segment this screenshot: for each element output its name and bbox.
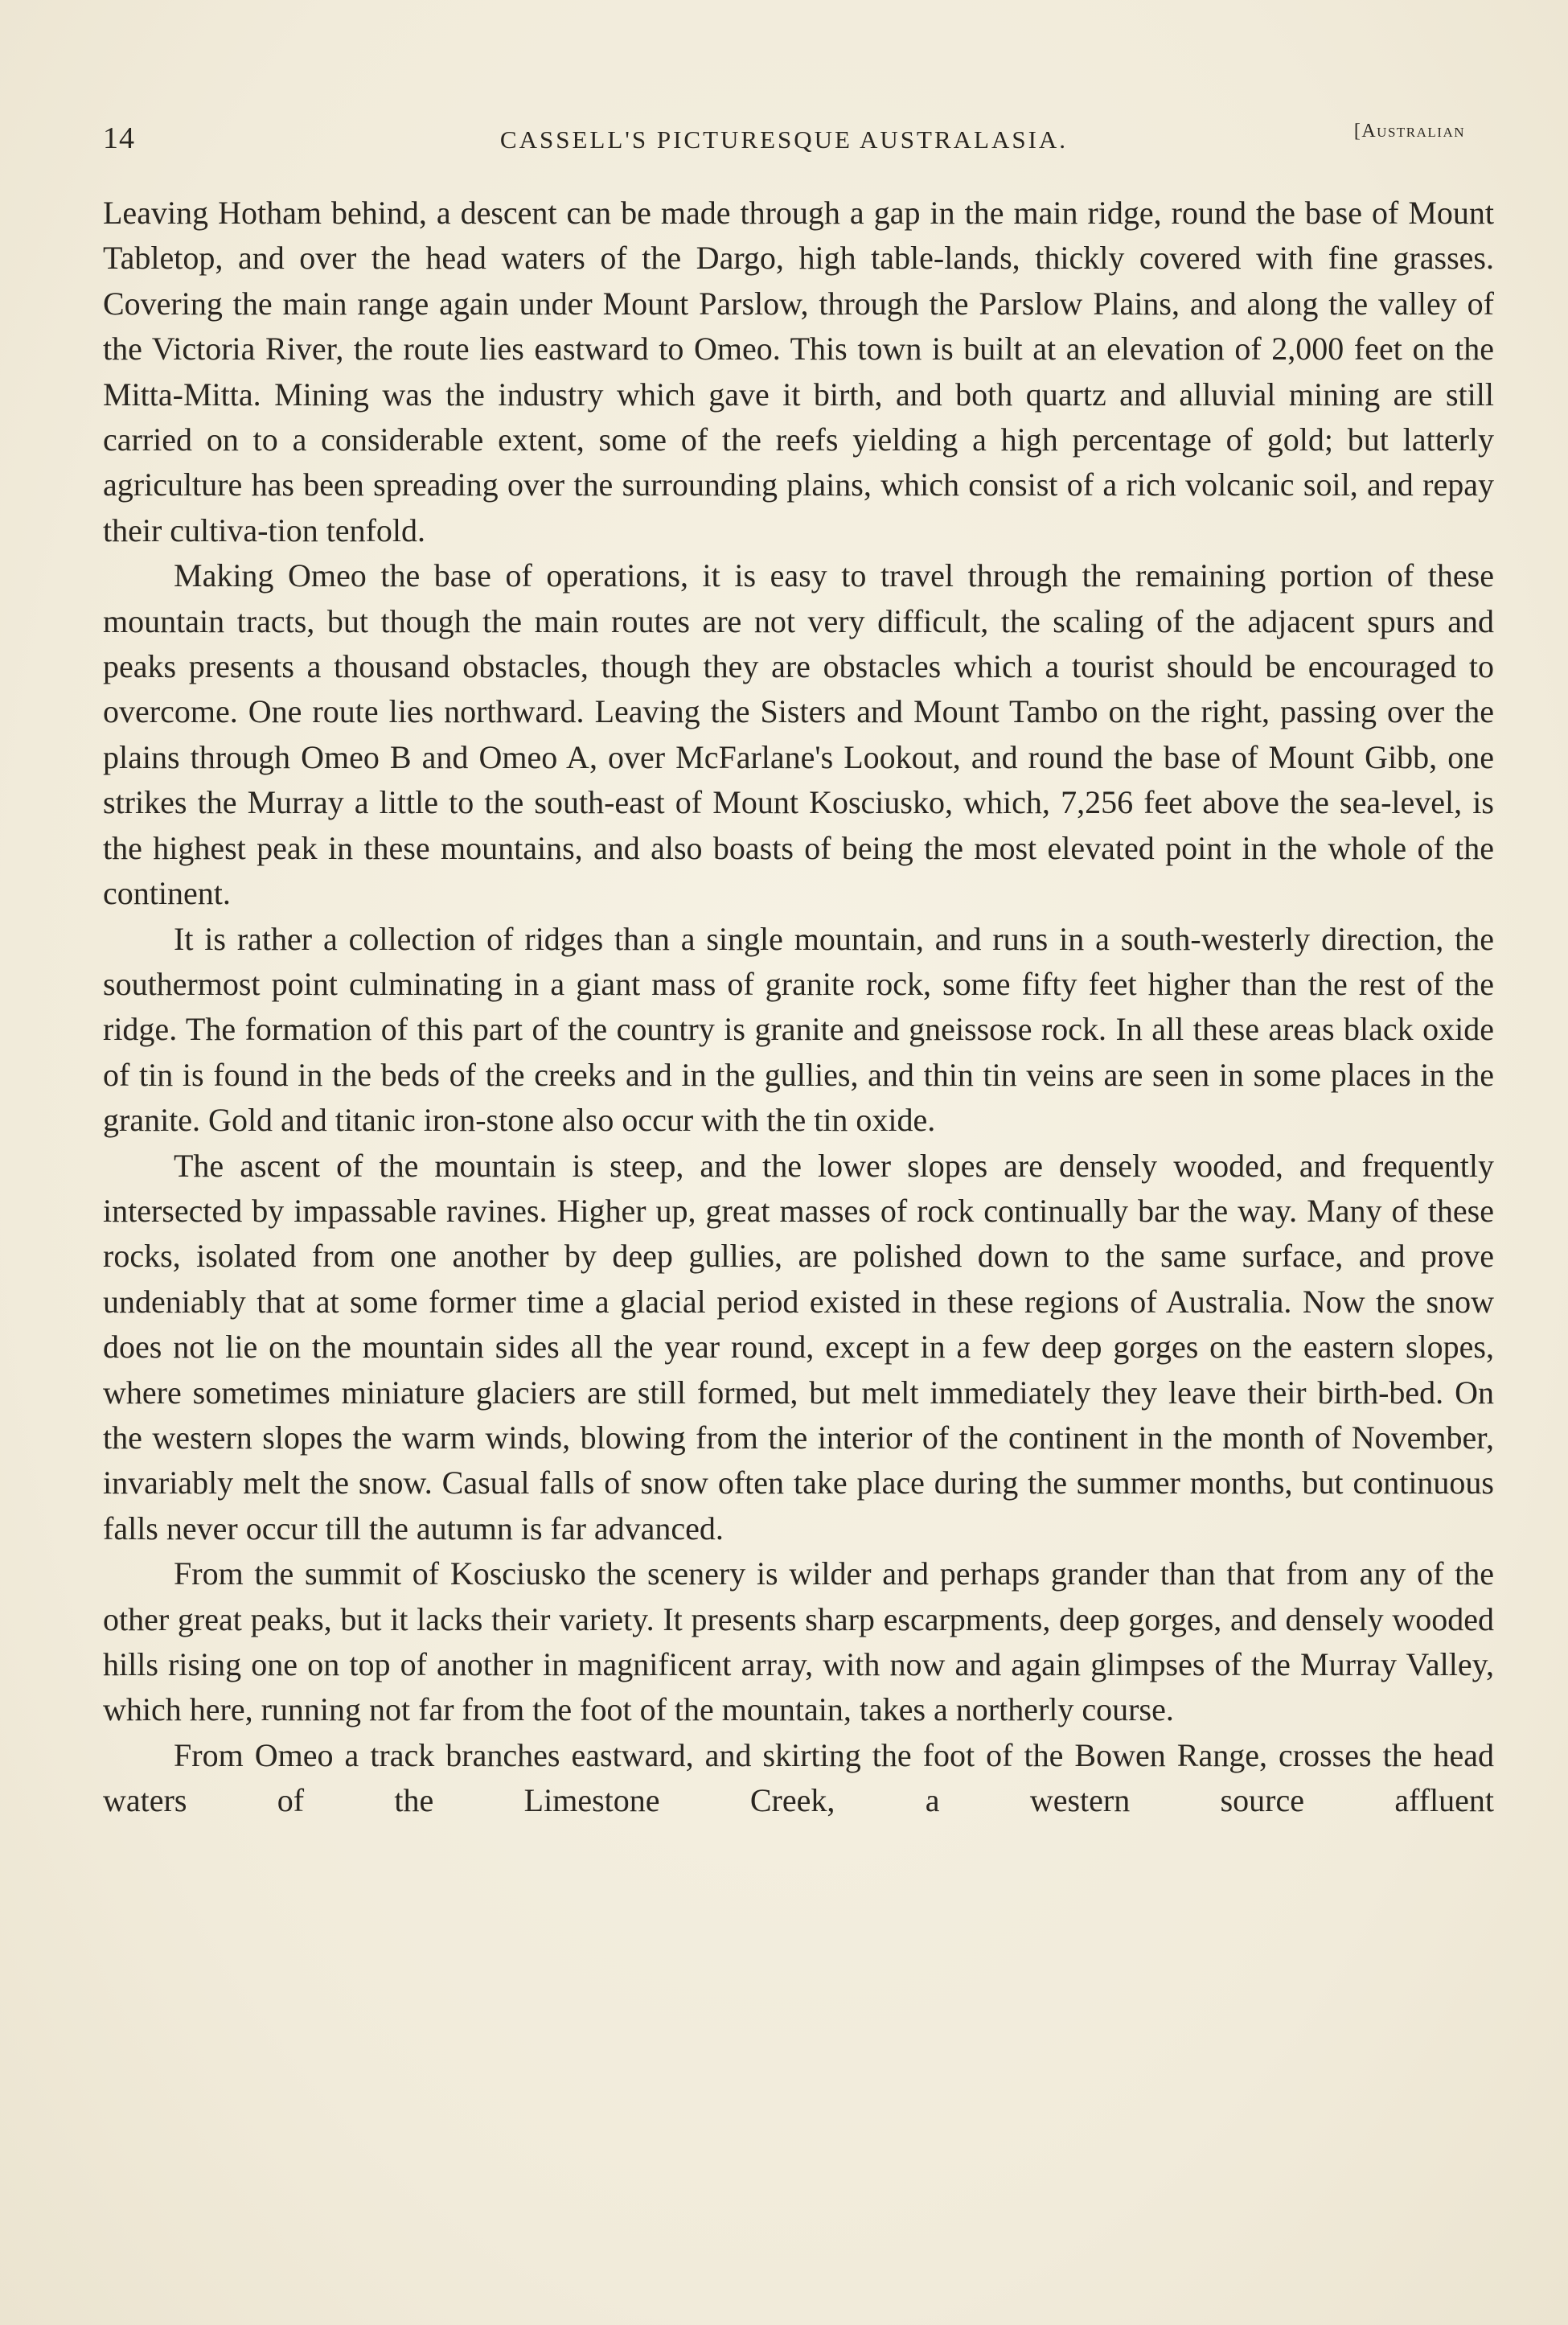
section-tag: [Australian: [1353, 121, 1465, 142]
page-header: [103, 121, 1465, 161]
running-title: CASSELL'S PICTURESQUE AUSTRALASIA.: [499, 125, 1069, 154]
paragraph: From the summit of Kosciusko the scenery is wilder and perhaps grander than that from any of the other great peaks, but it lacks their variety. It presents sharp escarpments, deep gorges, and densely wooded hills rising one on top of another in magnificent array, with now and again glimpses of the Murray Valley, which here, running not far from the foot of the mountain, takes a northerly course.: [103, 1555, 1494, 1728]
paragraph: The ascent of the mountain is steep, and the lower slopes are densely wooded, and frequently intersected by impassable ravines. Higher up, great masses of rock continually bar the way. Many of these rocks, isolated from one another by deep gullies, are polished down to the same surface, and prove undeniably that at some former time a glacial period existed in these regions of Australia. Now the snow does not lie on the mountain sides all the year round, except in a few deep gorges on the eastern slopes, where sometimes miniature glaciers are still formed, but melt immediately they leave their birth-bed. On the western slopes the warm winds, blowing from the interior of the continent in the month of November, invariably melt the snow. Casual falls of snow often take place during the summer months, but continuous falls never occur till the autumn is far advanced.: [103, 1147, 1494, 1547]
paragraph: From Omeo a track branches eastward, and skirting the foot of the Bowen Range, crosses the head waters of the Limestone Creek, a western source affluent: [103, 1736, 1494, 1819]
paragraph: Leaving Hotham behind, a descent can be made through a gap in the main ridge, round the base of Mount Tabletop, and over the head waters of the Dargo, high table-lands, thickly covered with fine grasses. Covering the main range again under Mount Parslow, through the Parslow Plains, and along the valley of the Victoria River, the route lies eastward to Omeo. This town is built at an elevation of 2,000 feet on the Mitta-Mitta. Mining was the industry which gave it birth, and both quartz and alluvial mining are still carried on to a considerable extent, some of the reefs yielding a high percentage of gold; but latterly agriculture has been spreading over the surrounding plains, which consist of a rich volcanic soil, and repay their cultiva-tion tenfold.: [103, 195, 1494, 548]
paragraph: It is rather a collection of ridges than a single mountain, and runs in a south-westerly direction, the southermost point culminating in a giant mass of granite rock, some fifty feet higher than the rest of the ridge. The formation of this part of the country is granite and gneissose rock. In all these areas black oxide of tin is found in the beds of the creeks and in the gullies, and thin tin veins are seen in some places in the granite. Gold and titanic iron-stone also occur with the tin oxide.: [103, 920, 1494, 1139]
body-text: [103, 191, 1494, 1824]
paragraph: Making Omeo the base of operations, it is easy to travel through the remaining portion of these mountain tracts, but though the main routes are not very difficult, the scaling of the adjacent spurs and peaks presents a thousand obstacles, though they are obstacles which a tourist should be encouraged to overcome. One route lies northward. Leaving the Sisters and Mount Tambo on the right, passing over the plains through Omeo B and Omeo A, over McFarlane's Lookout, and round the base of Mount Gibb, one strikes the Murray a little to the south-east of Mount Kosciusko, which, 7,256 feet above the sea-level, is the highest peak in these mountains, and also boasts of being the most elevated point in the whole of the continent.: [103, 557, 1494, 912]
page-number: 14: [103, 121, 135, 155]
